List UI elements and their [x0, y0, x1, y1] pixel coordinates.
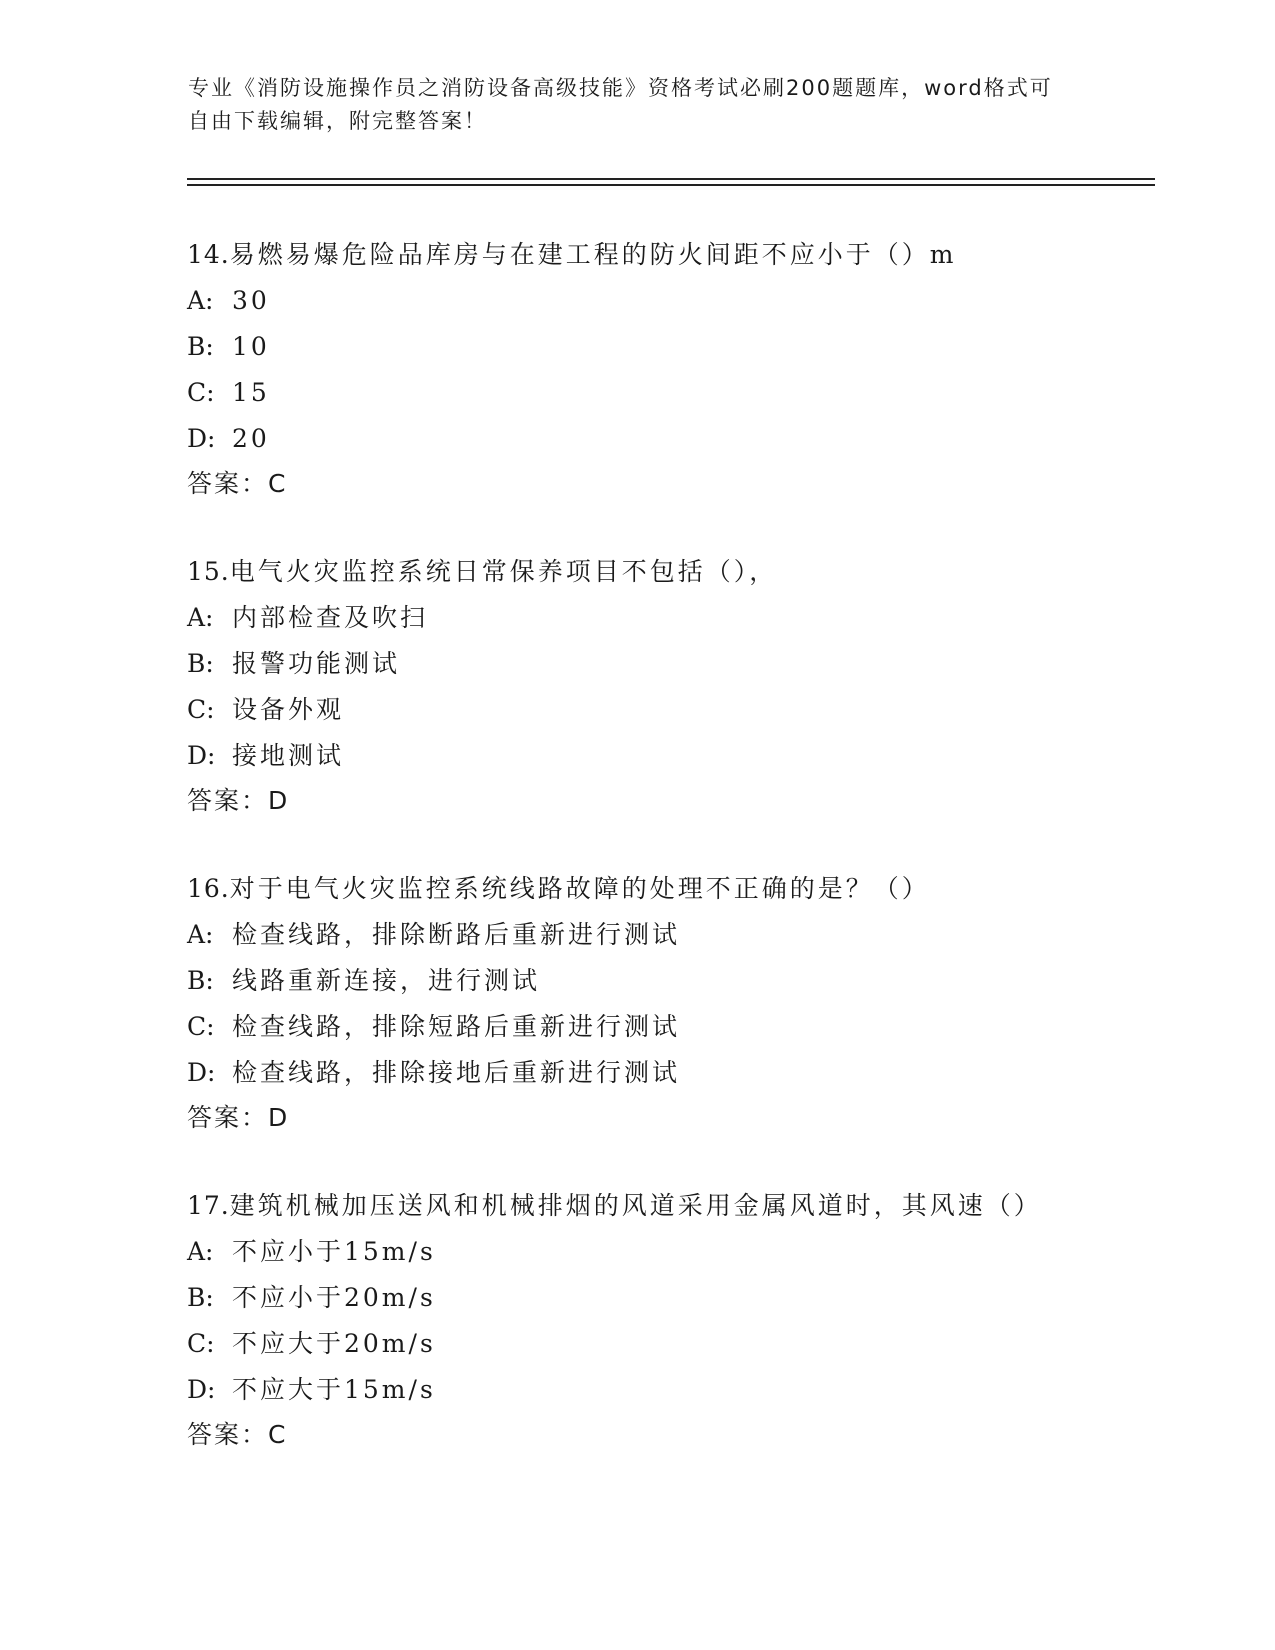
- answer-value: D: [268, 1103, 288, 1132]
- question-stem: [187, 1183, 1155, 1229]
- option-text: 不应大于20m/s: [232, 1329, 436, 1358]
- option-a: [187, 1229, 1155, 1275]
- question-number: 15.: [187, 557, 230, 586]
- document-title: 专业《消防设施操作员之消防设备高级技能》资格考试必刷200题题库，word格式可自由下载编辑，附完整答案！: [188, 76, 1053, 133]
- option-letter: D:: [187, 741, 216, 770]
- option-letter: C:: [187, 1012, 215, 1041]
- option-text: 检查线路，排除接地后重新进行测试: [232, 1058, 681, 1087]
- option-text: 20: [232, 424, 270, 453]
- question-list: [187, 232, 1155, 1457]
- option-letter: C:: [187, 378, 215, 407]
- document-header: [188, 72, 1068, 138]
- option-text: 线路重新连接，进行测试: [232, 966, 541, 995]
- answer-label: 答案：: [187, 1103, 269, 1132]
- answer-value: C: [268, 1420, 286, 1449]
- option-letter: B:: [187, 332, 214, 361]
- option-d: [187, 733, 1155, 779]
- option-c: [187, 687, 1155, 733]
- option-text: 报警功能测试: [232, 649, 401, 678]
- option-d: [187, 1050, 1155, 1096]
- question-text: 电气火灾监控系统日常保养项目不包括（），: [229, 557, 778, 586]
- question-stem: [187, 866, 1155, 912]
- option-d: [187, 1367, 1155, 1413]
- option-c: [187, 370, 1155, 416]
- option-text: 不应大于15m/s: [232, 1375, 436, 1404]
- answer-line: [187, 462, 1155, 506]
- option-text: 不应小于15m/s: [232, 1237, 436, 1266]
- option-letter: A:: [187, 286, 214, 315]
- option-text: 30: [232, 286, 270, 315]
- answer-label: 答案：: [187, 786, 269, 815]
- option-letter: B:: [187, 649, 214, 678]
- option-a: [187, 912, 1155, 958]
- option-text: 10: [232, 332, 270, 361]
- answer-line: [187, 1413, 1155, 1457]
- option-b: [187, 958, 1155, 1004]
- option-b: [187, 641, 1155, 687]
- option-letter: D:: [187, 1058, 216, 1087]
- answer-label: 答案：: [187, 1420, 269, 1449]
- question-16: [187, 866, 1155, 1140]
- question-15: [187, 549, 1155, 823]
- option-b: [187, 1275, 1155, 1321]
- question-text: 对于电气火灾监控系统线路故障的处理不正确的是？（）: [229, 874, 930, 903]
- option-text: 不应小于20m/s: [232, 1283, 436, 1312]
- question-text: 建筑机械加压送风和机械排烟的风道采用金属风道时，其风速（）: [229, 1191, 1042, 1220]
- option-a: [187, 595, 1155, 641]
- option-letter: C:: [187, 695, 215, 724]
- answer-value: C: [268, 469, 286, 498]
- question-number: 17.: [187, 1191, 230, 1220]
- answer-label: 答案：: [187, 469, 269, 498]
- answer-line: [187, 1096, 1155, 1140]
- option-a: [187, 278, 1155, 324]
- option-letter: A:: [187, 920, 214, 949]
- question-number: 16.: [187, 874, 230, 903]
- option-c: [187, 1004, 1155, 1050]
- option-text: 内部检查及吹扫: [232, 603, 429, 632]
- option-d: [187, 416, 1155, 462]
- question-number: 14.: [187, 240, 230, 269]
- header-divider-top: [187, 178, 1155, 180]
- option-letter: A:: [187, 1237, 214, 1266]
- answer-line: [187, 779, 1155, 823]
- option-letter: C:: [187, 1329, 215, 1358]
- option-b: [187, 324, 1155, 370]
- option-letter: D:: [187, 424, 216, 453]
- question-stem: [187, 232, 1155, 278]
- question-14: [187, 232, 1155, 506]
- option-letter: D:: [187, 1375, 216, 1404]
- option-text: 检查线路，排除短路后重新进行测试: [232, 1012, 681, 1041]
- answer-value: D: [268, 786, 288, 815]
- question-17: [187, 1183, 1155, 1457]
- option-text: 15: [232, 378, 270, 407]
- option-text: 设备外观: [232, 695, 345, 724]
- question-text: 易燃易爆危险品库房与在建工程的防火间距不应小于（）m: [229, 240, 957, 269]
- option-letter: B:: [187, 1283, 214, 1312]
- option-text: 检查线路，排除断路后重新进行测试: [232, 920, 681, 949]
- option-letter: A:: [187, 603, 214, 632]
- question-stem: [187, 549, 1155, 595]
- option-c: [187, 1321, 1155, 1367]
- option-letter: B:: [187, 966, 214, 995]
- option-text: 接地测试: [232, 741, 345, 770]
- header-divider-bottom: [187, 184, 1155, 186]
